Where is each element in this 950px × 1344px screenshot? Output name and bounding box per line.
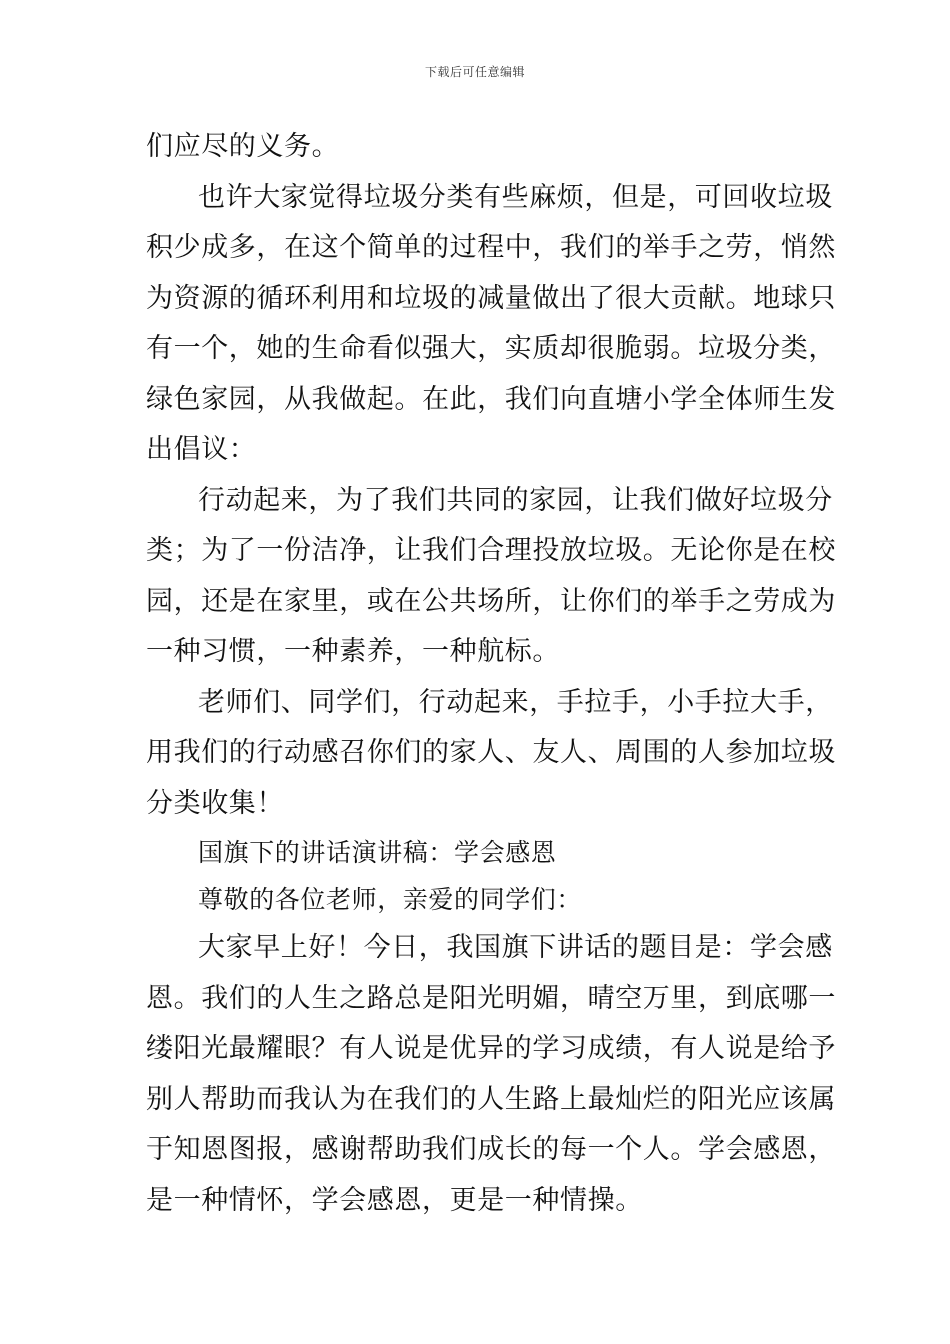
paragraph-line: 一种习惯，一种素养，一种航标。 bbox=[146, 636, 560, 667]
paragraph-line: 别人帮助而我认为在我们的人生路上最灿烂的阳光应该属 bbox=[146, 1083, 836, 1115]
paragraph-line: 用我们的行动感召你们的家人、友人、周围的人参加垃圾 bbox=[146, 737, 836, 768]
paragraph-line: 行动起来，为了我们共同的家园，让我们做好垃圾分 bbox=[198, 484, 833, 516]
paragraph-line: 是一种情怀，学会感恩，更是一种情操。 bbox=[146, 1184, 643, 1216]
document-body bbox=[146, 122, 836, 1226]
speech-title-line: 国旗下的讲话演讲稿：学会感恩 bbox=[198, 838, 557, 867]
page-header: 下载后可任意编辑 bbox=[424, 65, 525, 79]
paragraph-line: 有一个，她的生命看似强大，实质却很脆弱。垃圾分类， bbox=[146, 333, 836, 364]
paragraph-line: 老师们、同学们，行动起来，手拉手，小手拉大手， bbox=[198, 686, 833, 718]
paragraph-line: 恩。我们的人生之路总是阳光明媚，晴空万里，到底哪一 bbox=[146, 982, 836, 1014]
paragraph-line: 园，还是在家里，或在公共场所，让你们的举手之劳成为 bbox=[146, 585, 836, 617]
paragraph-line: 也许大家觉得垃圾分类有些麻烦，但是，可回收垃圾 bbox=[198, 181, 833, 213]
paragraph-line: 分类收集！ bbox=[146, 787, 284, 819]
paragraph-line: 大家早上好！今日，我国旗下讲话的题目是：学会感 bbox=[198, 932, 833, 963]
paragraph-line: 出倡议： bbox=[146, 434, 257, 465]
paragraph-line: 为资源的循环利用和垃圾的减量做出了很大贡献。地球只 bbox=[146, 282, 836, 314]
paragraph-line: 于知恩图报，感谢帮助我们成长的每一个人。学会感恩， bbox=[146, 1134, 836, 1165]
paragraph-line: 绿色家园，从我做起。在此，我们向直塘小学全体师生发 bbox=[146, 383, 836, 415]
salutation-line: 尊敬的各位老师，亲爱的同学们： bbox=[198, 885, 583, 914]
paragraph-line: 们应尽的义务。 bbox=[146, 131, 340, 162]
paragraph-line: 类；为了一份洁净，让我们合理投放垃圾。无论你是在校 bbox=[146, 535, 836, 566]
paragraph-line: 缕阳光最耀眼？有人说是优异的学习成绩，有人说是给予 bbox=[146, 1033, 836, 1064]
paragraph-line: 积少成多，在这个简单的过程中，我们的举手之劳，悄然 bbox=[146, 232, 836, 263]
